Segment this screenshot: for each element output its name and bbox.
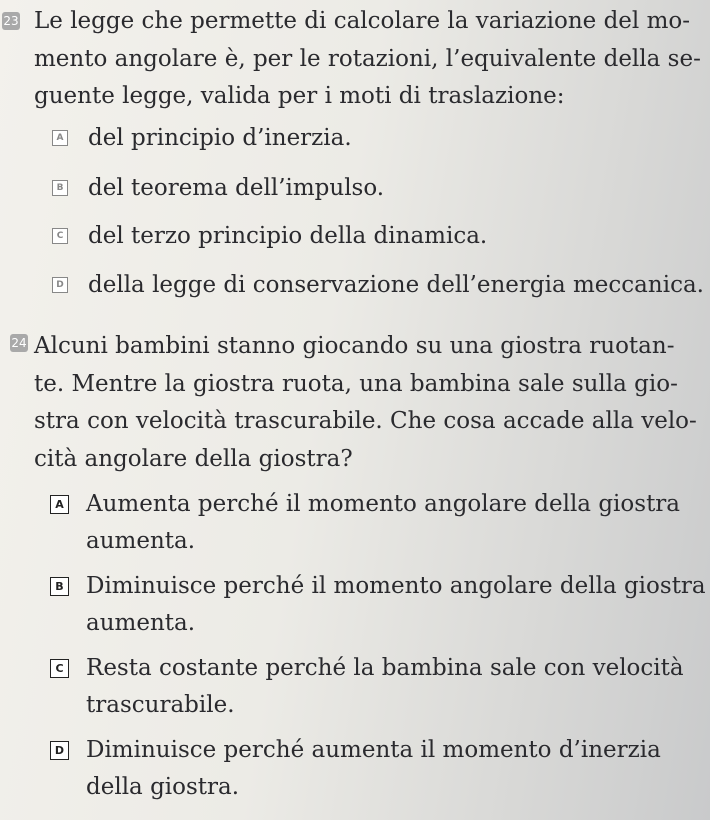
option-letter-box: C <box>50 659 69 678</box>
option-letter-box: B <box>52 180 68 196</box>
option-b[interactable] <box>52 170 686 207</box>
option-letter-box: B <box>50 577 69 596</box>
option-text-line: aumenta. <box>86 610 196 636</box>
option-text-line: Diminuisce perché aumenta il momento d’inerzia <box>86 737 661 763</box>
stem-line: stra con velocità trascurabile. Che cosa accade alla velo- <box>34 408 697 434</box>
option-letter-box: D <box>50 741 69 760</box>
stem-line: Le legge che permette di calcolare la variazione del mo- <box>34 8 690 34</box>
option-c[interactable] <box>52 218 686 255</box>
question-number: 24 <box>11 336 27 350</box>
stem-line: Alcuni bambini stanno giocando su una giostra ruotan- <box>34 333 675 359</box>
stem-line: cità angolare della giostra? <box>34 445 353 472</box>
option-a[interactable] <box>52 120 686 157</box>
option-c[interactable] <box>50 650 686 724</box>
option-text: del teorema dell’impulso. <box>88 175 385 201</box>
option-text-line: Diminuisce perché il momento angolare della giostra <box>86 573 706 599</box>
option-letter-box: D <box>52 277 68 293</box>
stem-line: mento angolare è, per le rotazioni, l’equivalente della se- <box>34 45 701 72</box>
option-text-line: Aumenta perché il momento angolare della giostra <box>86 491 681 517</box>
option-text-line: trascurabile. <box>86 692 235 718</box>
option-d[interactable] <box>50 732 686 806</box>
option-text: del terzo principio della dinamica. <box>88 223 488 249</box>
question-stem <box>34 328 697 478</box>
question-stem <box>34 3 701 116</box>
option-a[interactable] <box>50 486 686 560</box>
option-text-line: della giostra. <box>86 774 240 800</box>
option-b[interactable] <box>50 568 706 642</box>
option-letter-box: C <box>52 228 68 244</box>
option-letter-box: A <box>50 495 69 514</box>
option-letter-box: A <box>52 130 68 146</box>
option-text-line: aumenta. <box>86 528 196 554</box>
question-number: 23 <box>3 14 19 28</box>
option-text: del principio d’inerzia. <box>88 125 352 151</box>
option-text: della legge di conservazione dell’energia meccanica. <box>88 272 704 298</box>
option-d[interactable] <box>52 267 704 304</box>
option-text-line: Resta costante perché la bambina sale con velocità <box>86 655 684 681</box>
stem-line: te. Mentre la giostra ruota, una bambina sale sulla gio- <box>34 370 678 397</box>
stem-line: guente legge, valida per i moti di traslazione: <box>34 83 565 109</box>
